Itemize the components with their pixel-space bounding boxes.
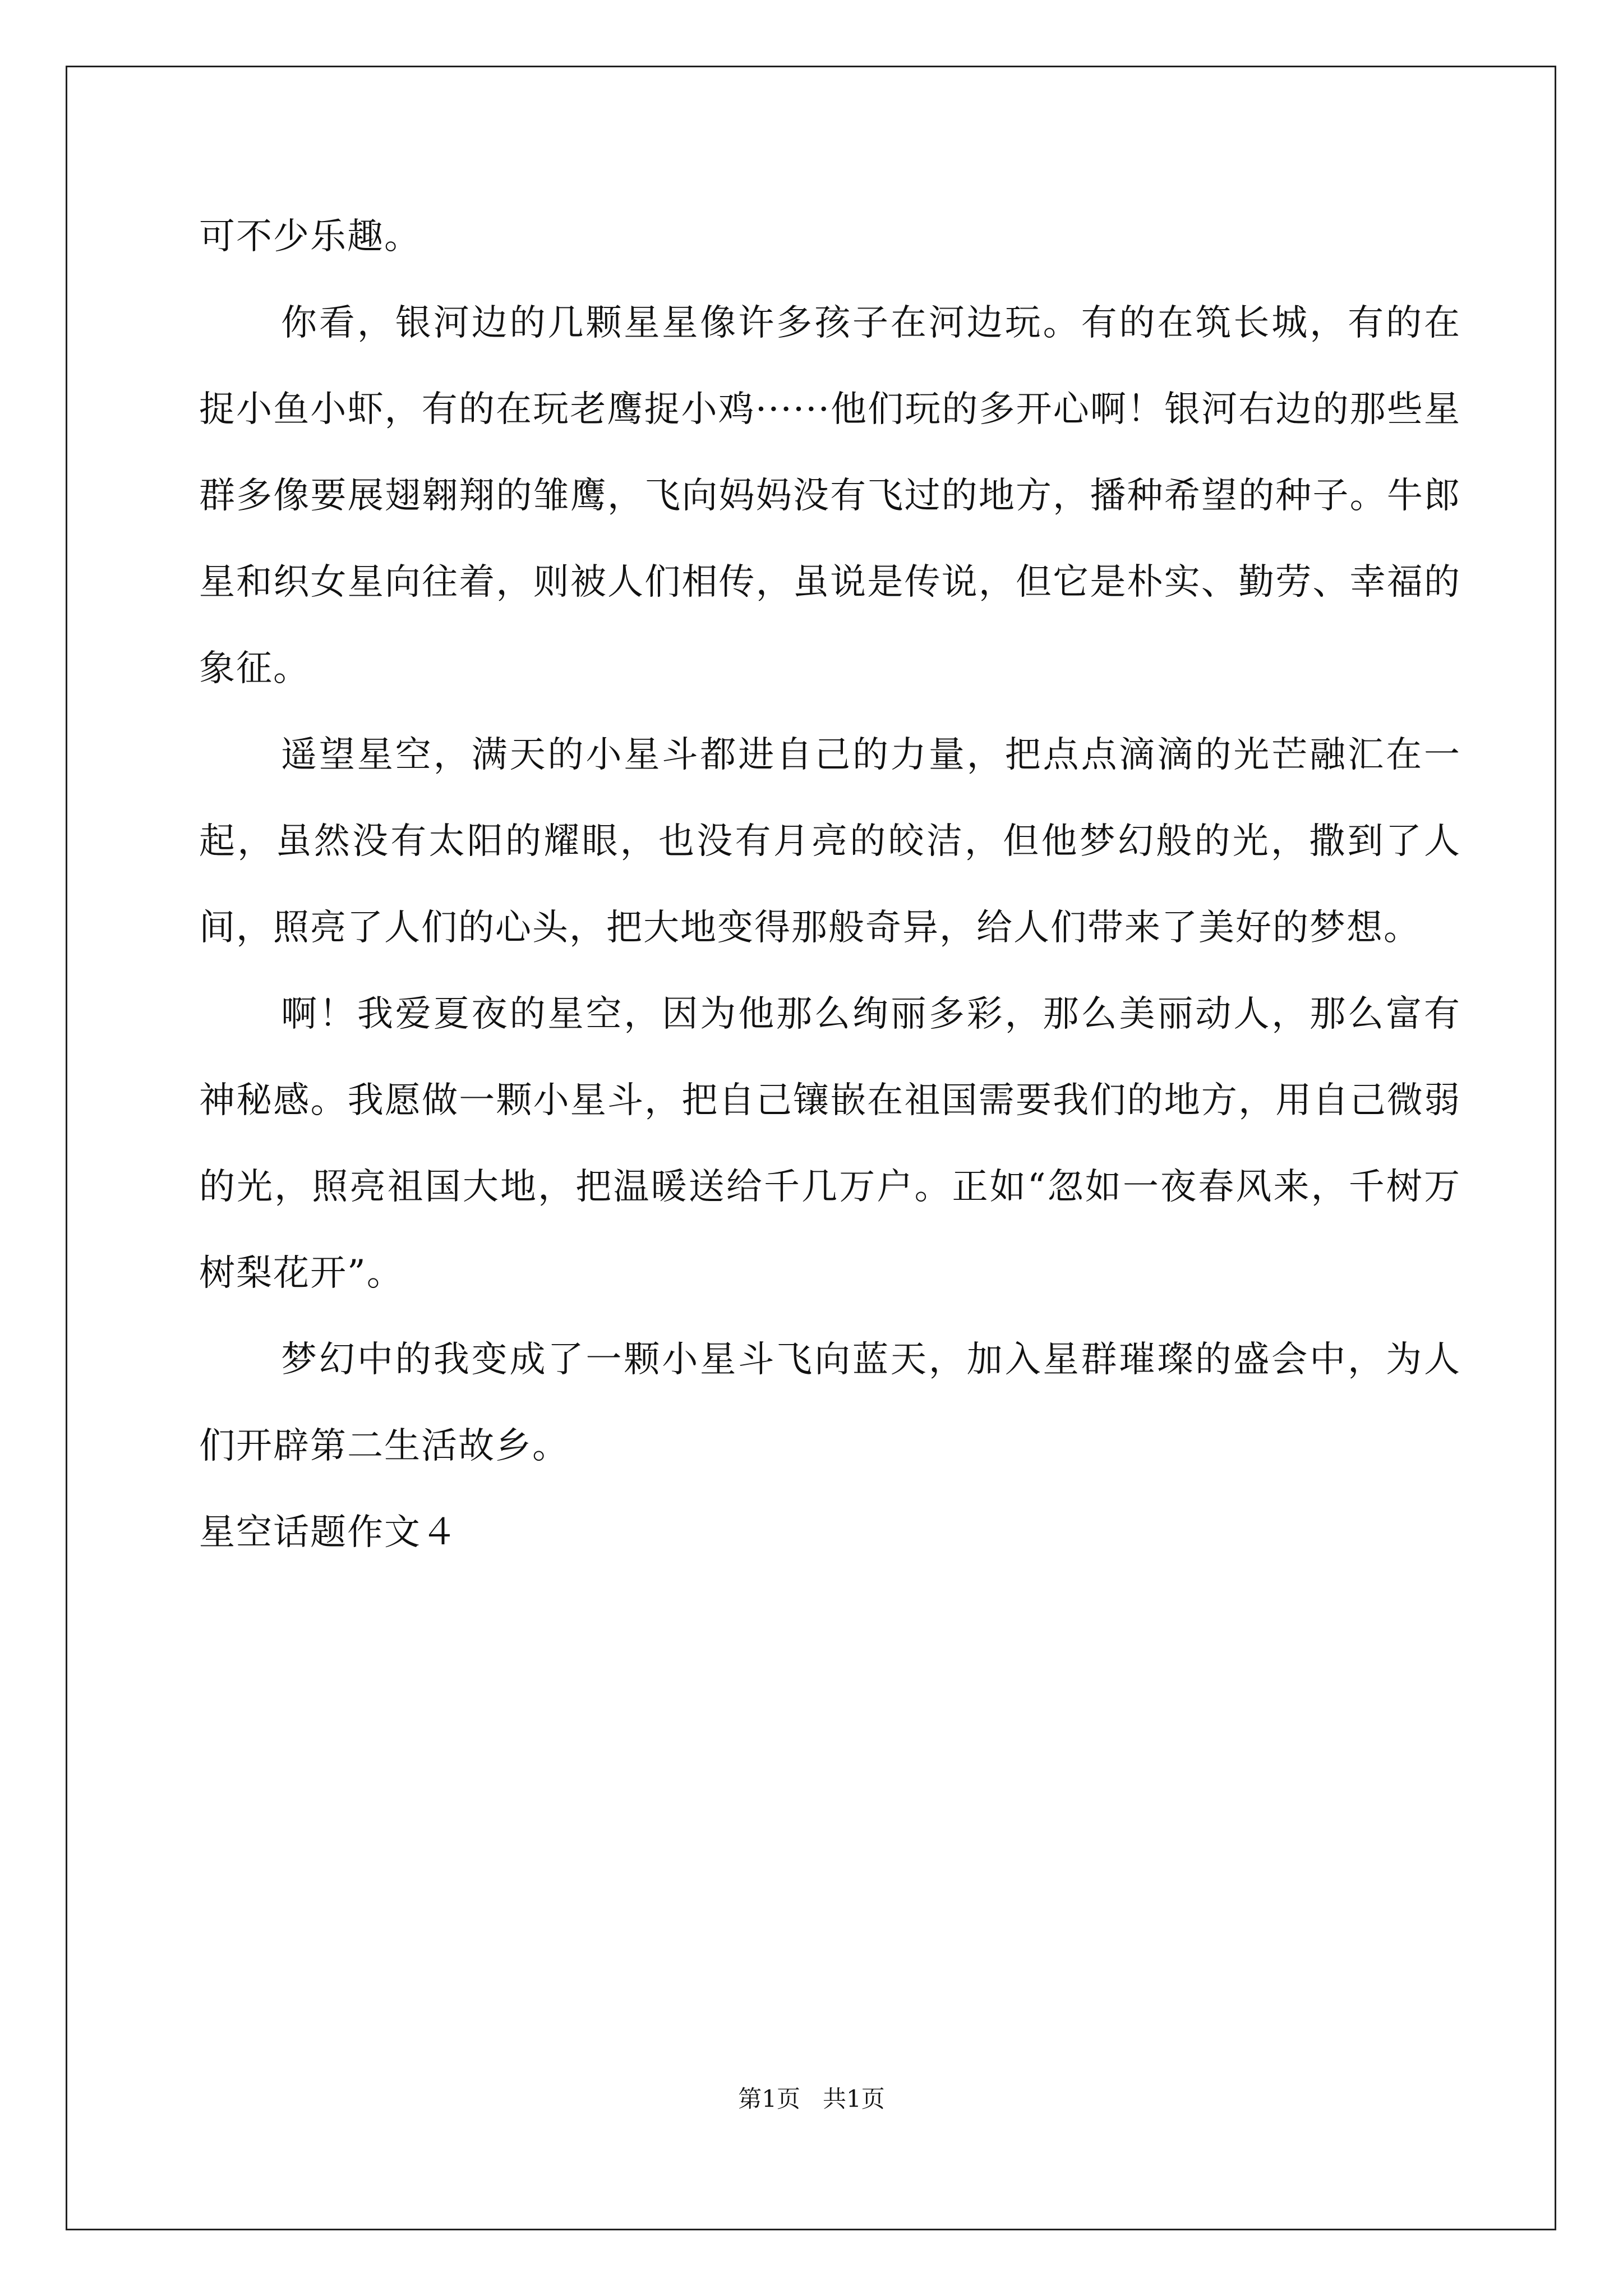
page-total: 共1页 xyxy=(823,2085,885,2113)
section-heading: 星空话题作文４ xyxy=(199,1512,458,1553)
paragraph-2: 你看，银河边的几颗星星像许多孩子在河边玩。有的在筑长城，有的在捉小鱼小虾，有的在玩老鹰捉小鸡······他们玩的多开心啊！银河右边的那些星群多像要展翅翱翔的雏鹰，飞向妈妈没有飞过的地方，播种希望的种子。牛郎星和织女星向往着，则被人们相传，虽说是传说，但它是朴实、勤劳、幸福的象征。 xyxy=(199,302,1461,689)
paragraph-3: 遥望星空，满天的小星斗都进自己的力量，把点点滴滴的光芒融汇在一起，虽然没有太阳的耀眼，也没有月亮的皎洁，但他梦幻般的光，撒到了人间，照亮了人们的心头，把大地变得那般奇异，给人们带来了美好的梦想。 xyxy=(199,734,1461,949)
paragraph-5: 梦幻中的我变成了一颗小星斗飞向蓝天，加入星群璀璨的盛会中，为人们开辟第二生活故乡。 xyxy=(199,1339,1461,1467)
page-footer xyxy=(0,2082,1623,2116)
paragraph-4: 啊！我爱夏夜的星空，因为他那么绚丽多彩，那么美丽动人，那么富有神秘感。我愿做一颗小星斗，把自己镶嵌在祖国需要我们的地方，用自己微弱的光，照亮祖国大地，把温暖送给千几万户。正如“忽如一夜春风来，千树万树梨花开”。 xyxy=(199,993,1461,1294)
paragraph-1: 可不少乐趣。 xyxy=(199,216,421,257)
page-number: 第1页 xyxy=(738,2085,800,2113)
document-body xyxy=(199,194,1461,1576)
